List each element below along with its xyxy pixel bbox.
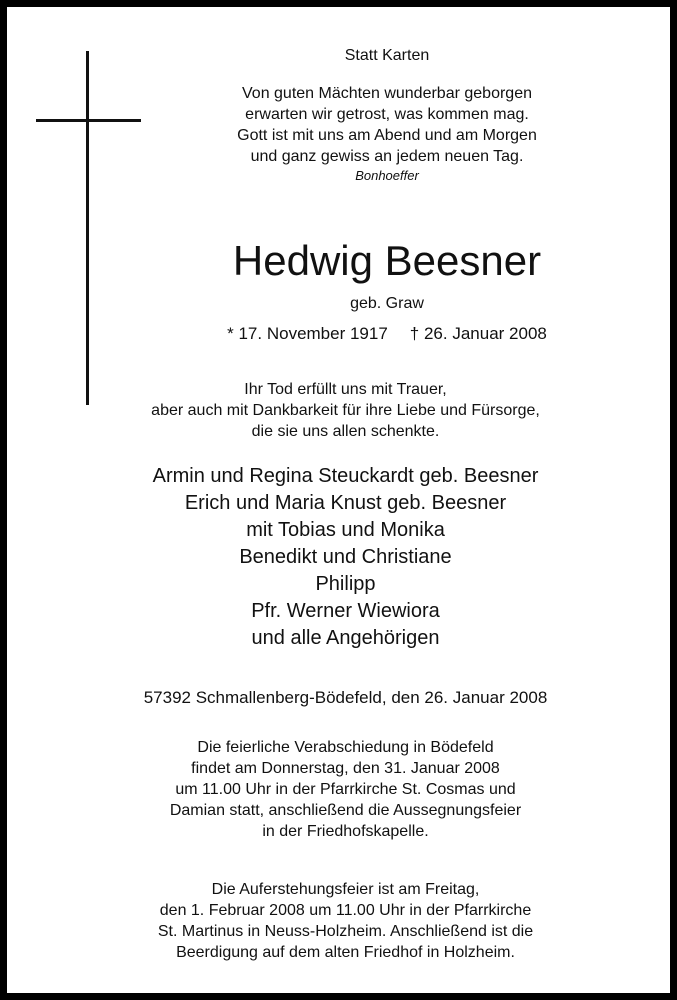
resurrection-line: den 1. Februar 2008 um 11.00 Uhr in der Pfarrkirche bbox=[159, 902, 532, 919]
farewell-line: findet am Donnerstag, den 31. Januar 2008 bbox=[191, 760, 500, 777]
farewell-line: Die feierliche Verabschiedung in Bödefeld bbox=[197, 739, 494, 756]
mourners bbox=[7, 463, 677, 652]
tribute-line: Ihr Tod erfüllt uns mit Trauer, bbox=[244, 381, 447, 398]
mourner-line: mit Tobias und Monika bbox=[246, 519, 445, 541]
tribute-line: aber auch mit Dankbarkeit für ihre Liebe und Fürsorge, bbox=[151, 402, 540, 419]
mourner-line: Pfr. Werner Wiewiora bbox=[251, 600, 440, 622]
mourner-line: Armin und Regina Steuckardt geb. Beesner bbox=[152, 465, 539, 487]
resurrection-line: St. Martinus in Neuss-Holzheim. Anschließend ist die bbox=[157, 923, 534, 940]
resurrection-info bbox=[7, 879, 677, 963]
tribute-line: die sie uns allen schenkte. bbox=[251, 423, 440, 440]
deceased-name: Hedwig Beesner bbox=[232, 237, 542, 284]
verse-line: und ganz gewiss an jedem neuen Tag. bbox=[250, 148, 524, 165]
cross-vertical-bar bbox=[86, 51, 89, 405]
mourner-line: Benedikt und Christiane bbox=[239, 546, 452, 568]
heading: Statt Karten bbox=[344, 47, 430, 64]
verse bbox=[167, 83, 607, 167]
life-dates bbox=[167, 324, 607, 344]
mourner-line: Erich und Maria Knust geb. Beesner bbox=[184, 492, 507, 514]
farewell-line: in der Friedhofskapelle. bbox=[262, 823, 429, 840]
birth-date: * 17. November 1917 bbox=[227, 324, 388, 343]
verse-line: erwarten wir getrost, was kommen mag. bbox=[245, 106, 529, 123]
resurrection-line: Die Auferstehungsfeier ist am Freitag, bbox=[211, 881, 480, 898]
verse-line: Gott ist mit uns am Abend und am Morgen bbox=[237, 127, 537, 144]
verse-author: Bonhoeffer bbox=[355, 168, 419, 183]
place-date: 57392 Schmallenberg-Bödefeld, den 26. Januar 2008 bbox=[143, 688, 548, 707]
farewell-info bbox=[7, 737, 677, 842]
verse-line: Von guten Mächten wunderbar geborgen bbox=[242, 85, 532, 102]
farewell-line: um 11.00 Uhr in der Pfarrkirche St. Cosmas und bbox=[175, 781, 516, 798]
mourner-line: Philipp bbox=[315, 573, 376, 595]
resurrection-line: Beerdigung auf dem alten Friedhof in Holzheim. bbox=[176, 944, 515, 961]
tribute bbox=[7, 379, 677, 442]
death-date: † 26. Januar 2008 bbox=[409, 324, 547, 343]
farewell-line: Damian statt, anschließend die Aussegnungsfeier bbox=[169, 802, 522, 819]
birth-name: geb. Graw bbox=[350, 295, 424, 312]
cross-horizontal-bar bbox=[36, 119, 141, 122]
mourner-line: und alle Angehörigen bbox=[251, 627, 440, 649]
